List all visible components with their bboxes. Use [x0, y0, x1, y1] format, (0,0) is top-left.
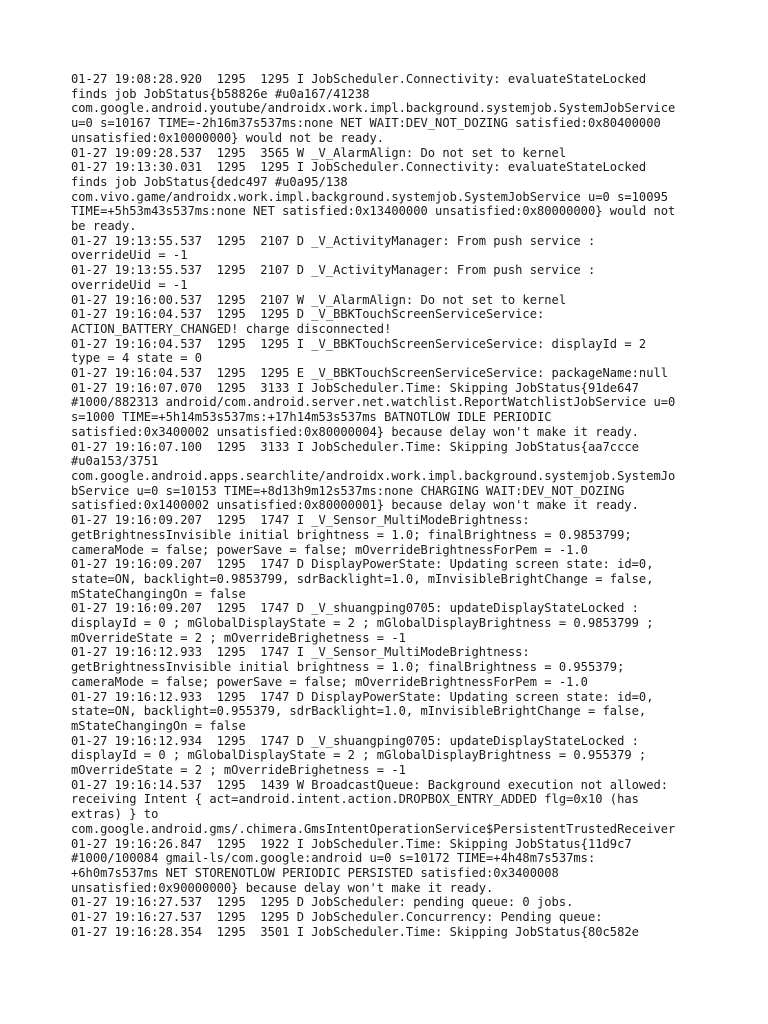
log-line: 01-27 19:16:04.537 1295 1295 I _V_BBKTouchScreenServiceService: displayId = 2: [71, 336, 647, 351]
log-line: 01-27 19:13:55.537 1295 2107 D _V_ActivityManager: From push service :: [71, 263, 596, 278]
log-line: 01-27 19:16:27.537 1295 1295 D JobScheduler.Concurrency: Pending queue:: [71, 910, 603, 925]
log-line: #1000/100084 gmail-ls/com.google:android u=0 s=10172 TIME=+4h48m7s537ms:: [71, 851, 596, 866]
log-line: 01-27 19:16:09.207 1295 1747 D DisplayPowerState: Updating screen state: id=0,: [71, 557, 654, 572]
log-line: com.google.android.gms/.chimera.GmsIntentOperationService$PersistentTrustedReceiver: [71, 821, 676, 836]
log-line: +6h0m7s537ms NET STORENOTLOW PERIODIC PERSISTED satisfied:0x3400008: [71, 865, 559, 880]
log-line: mStateChangingOn = false: [71, 718, 246, 733]
log-line: getBrightnessInvisible initial brightness = 1.0; finalBrightness = 0.9853799;: [71, 527, 632, 542]
log-line: s=1000 TIME=+5h14m53s537ms:+17h14m53s537ms BATNOTLOW IDLE PERIODIC: [71, 410, 552, 425]
log-line: 01-27 19:16:04.537 1295 1295 D _V_BBKTouchScreenServiceService:: [71, 307, 545, 322]
log-line: 01-27 19:16:28.354 1295 3501 I JobScheduler.Time: Skipping JobStatus{80c582e: [71, 924, 639, 939]
log-line: 01-27 19:16:09.207 1295 1747 D _V_shuangping0705: updateDisplayStateLocked :: [71, 601, 639, 616]
log-line: u=0 s=10167 TIME=-2h16m37s537ms:none NET WAIT:DEV_NOT_DOZING satisfied:0x80400000: [71, 116, 661, 131]
log-line: com.vivo.game/androidx.work.impl.background.systemjob.SystemJobService u=0 s=10095: [71, 189, 669, 204]
log-line: overrideUid = -1: [71, 248, 188, 263]
log-line: bService u=0 s=10153 TIME=+8d13h9m12s537ms:none CHARGING WAIT:DEV_NOT_DOZING: [71, 483, 625, 498]
log-line: #1000/882313 android/com.android.server.net.watchlist.ReportWatchlistJobService u=0: [71, 395, 676, 410]
log-line: unsatisfied:0x90000000} because delay won't make it ready.: [71, 880, 494, 895]
log-line: com.google.android.apps.searchlite/androidx.work.impl.background.systemjob.SystemJo: [71, 468, 676, 483]
log-line: be ready.: [71, 219, 137, 234]
log-line: 01-27 19:16:07.070 1295 3133 I JobScheduler.Time: Skipping JobStatus{91de647: [71, 380, 639, 395]
log-line: #u0a153/3751: [71, 454, 159, 469]
log-line: state=ON, backlight=0.9853799, sdrBacklight=1.0, mInvisibleBrightChange = false,: [71, 571, 654, 586]
log-line: finds job JobStatus{b58826e #u0a167/41238: [71, 86, 370, 101]
log-line: type = 4 state = 0: [71, 351, 203, 366]
log-line: 01-27 19:16:09.207 1295 1747 I _V_Sensor_MultiModeBrightness:: [71, 513, 530, 528]
log-line: receiving Intent { act=android.intent.action.DROPBOX_ENTRY_ADDED flg=0x10 (has: [71, 792, 639, 807]
log-line: 01-27 19:13:55.537 1295 2107 D _V_ActivityManager: From push service :: [71, 233, 596, 248]
log-line: 01-27 19:16:26.847 1295 1922 I JobScheduler.Time: Skipping JobStatus{11d9c7: [71, 836, 632, 851]
log-line: 01-27 19:16:27.537 1295 1295 D JobScheduler: pending queue: 0 jobs.: [71, 895, 574, 910]
log-line: unsatisfied:0x10000000} would not be ready.: [71, 130, 385, 145]
log-line: mOverrideState = 2 ; mOverrideBrighetness = -1: [71, 630, 406, 645]
log-line: 01-27 19:09:28.537 1295 3565 W _V_AlarmAlign: Do not set to kernel: [71, 145, 567, 160]
log-line: TIME=+5h53m43s537ms:none NET satisfied:0x13400000 unsatisfied:0x80000000} would not: [71, 204, 676, 219]
log-line: ACTION_BATTERY_CHANGED! charge disconnected!: [71, 321, 392, 336]
log-line: 01-27 19:13:30.031 1295 1295 I JobScheduler.Connectivity: evaluateStateLocked: [71, 160, 647, 175]
log-line: satisfied:0x1400002 unsatisfied:0x80000001} because delay won't make it ready.: [71, 498, 639, 513]
log-line: 01-27 19:16:12.934 1295 1747 D _V_shuangping0705: updateDisplayStateLocked :: [71, 733, 639, 748]
log-line: 01-27 19:16:07.100 1295 3133 I JobScheduler.Time: Skipping JobStatus{aa7ccce: [71, 439, 639, 454]
log-line: overrideUid = -1: [71, 277, 188, 292]
log-line: 01-27 19:16:00.537 1295 2107 W _V_AlarmAlign: Do not set to kernel: [71, 292, 567, 307]
log-line: extras) } to: [71, 807, 159, 822]
log-line: finds job JobStatus{dedc497 #u0a95/138: [71, 174, 348, 189]
log-line: 01-27 19:16:04.537 1295 1295 E _V_BBKTouchScreenServiceService: packageName:null: [71, 366, 669, 381]
log-line: 01-27 19:16:14.537 1295 1439 W BroadcastQueue: Background execution not allowed:: [71, 777, 669, 792]
log-line: displayId = 0 ; mGlobalDisplayState = 2 ; mGlobalDisplayBrightness = 0.955379 ;: [71, 748, 647, 763]
log-line: mOverrideState = 2 ; mOverrideBrighetness = -1: [71, 763, 406, 778]
log-line: com.google.android.youtube/androidx.work.impl.background.systemjob.SystemJobService: [71, 101, 676, 116]
log-line: mStateChangingOn = false: [71, 586, 246, 601]
log-line: cameraMode = false; powerSave = false; mOverrideBrightnessForPem = -1.0: [71, 542, 588, 557]
log-line: 01-27 19:16:12.933 1295 1747 D DisplayPowerState: Updating screen state: id=0,: [71, 689, 654, 704]
log-line: 01-27 19:08:28.920 1295 1295 I JobScheduler.Connectivity: evaluateStateLocked: [71, 72, 647, 86]
log-line: displayId = 0 ; mGlobalDisplayState = 2 ; mGlobalDisplayBrightness = 0.9853799 ;: [71, 616, 654, 631]
log-line: getBrightnessInvisible initial brightness = 1.0; finalBrightness = 0.955379;: [71, 660, 625, 675]
log-document: [71, 72, 701, 939]
log-line: 01-27 19:16:12.933 1295 1747 I _V_Sensor_MultiModeBrightness:: [71, 645, 530, 660]
log-line: cameraMode = false; powerSave = false; mOverrideBrightnessForPem = -1.0: [71, 674, 588, 689]
log-line: state=ON, backlight=0.955379, sdrBacklight=1.0, mInvisibleBrightChange = false,: [71, 704, 647, 719]
log-line: satisfied:0x3400002 unsatisfied:0x80000004} because delay won't make it ready.: [71, 424, 639, 439]
